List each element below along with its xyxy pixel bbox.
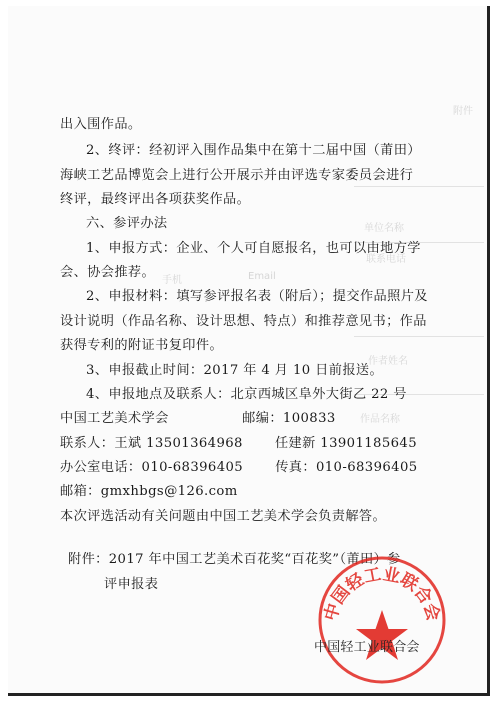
issuer-signature: 中国轻工业联合会 <box>314 640 420 655</box>
body-line: 终评，最终评出各项获奖作品。 <box>60 192 251 207</box>
attachment-line: 评申报表 <box>104 577 159 592</box>
show-through-text: 手机 <box>162 275 182 286</box>
body-line: 2、终评：经初评入围作品集中在第十二届中国（莆田） <box>86 143 421 158</box>
show-through-text: 联系电话 <box>366 254 406 265</box>
show-through-text: 单位名称 <box>364 223 404 234</box>
body-line: 1、申报方式：企业、个人可自愿报名，也可以由地方学 <box>86 241 421 256</box>
show-through-text: Email <box>248 271 276 282</box>
body-line: 2、申报材料：填写参评报名表（附后）；提交作品照片及 <box>86 289 428 304</box>
contact-email-line: 邮箱：gmxhbgs@126.com <box>60 484 238 499</box>
body-line: 获得专利的附证书复印件。 <box>60 338 224 353</box>
body-line: 出入围作品。 <box>60 117 142 132</box>
show-through-text: 作品名称 <box>360 414 400 425</box>
body-line: 3、申报截止时间：2017 年 4 月 10 日前报送。 <box>86 363 384 378</box>
seal-text: 中国轻工业联合会 <box>320 564 444 624</box>
section-heading: 六、参评办法 <box>86 216 168 231</box>
body-line: 4、申报地点及联系人：北京西城区阜外大街乙 22 号 <box>86 387 407 402</box>
show-through-text: 附件 <box>453 106 473 117</box>
show-through-text: 作者姓名 <box>368 356 408 367</box>
body-line: 本次评选活动有关问题由中国工艺美术学会负责解答。 <box>60 509 387 524</box>
official-seal-stamp <box>312 550 452 690</box>
body-line: 海峡工艺品博览会上进行公开展示并由评选专家委员会进行 <box>60 168 414 183</box>
document-page <box>8 6 490 696</box>
attachment-line: 附件：2017 年中国工艺美术百花奖“百花奖”（莆田）参 <box>68 552 401 567</box>
contact-org-line: 中国工艺美术学会 邮编：100833 <box>60 411 336 426</box>
body-line: 会、协会推荐。 <box>60 265 156 280</box>
contact-person-line: 联系人：王斌 13501364968 任建新 13901185645 <box>60 436 418 451</box>
body-line: 设计说明（作品名称、设计思想、特点）和推荐意见书；作品 <box>60 314 427 329</box>
contact-phone-line: 办公室电话：010-68396405 传真：010-68396405 <box>60 460 418 475</box>
